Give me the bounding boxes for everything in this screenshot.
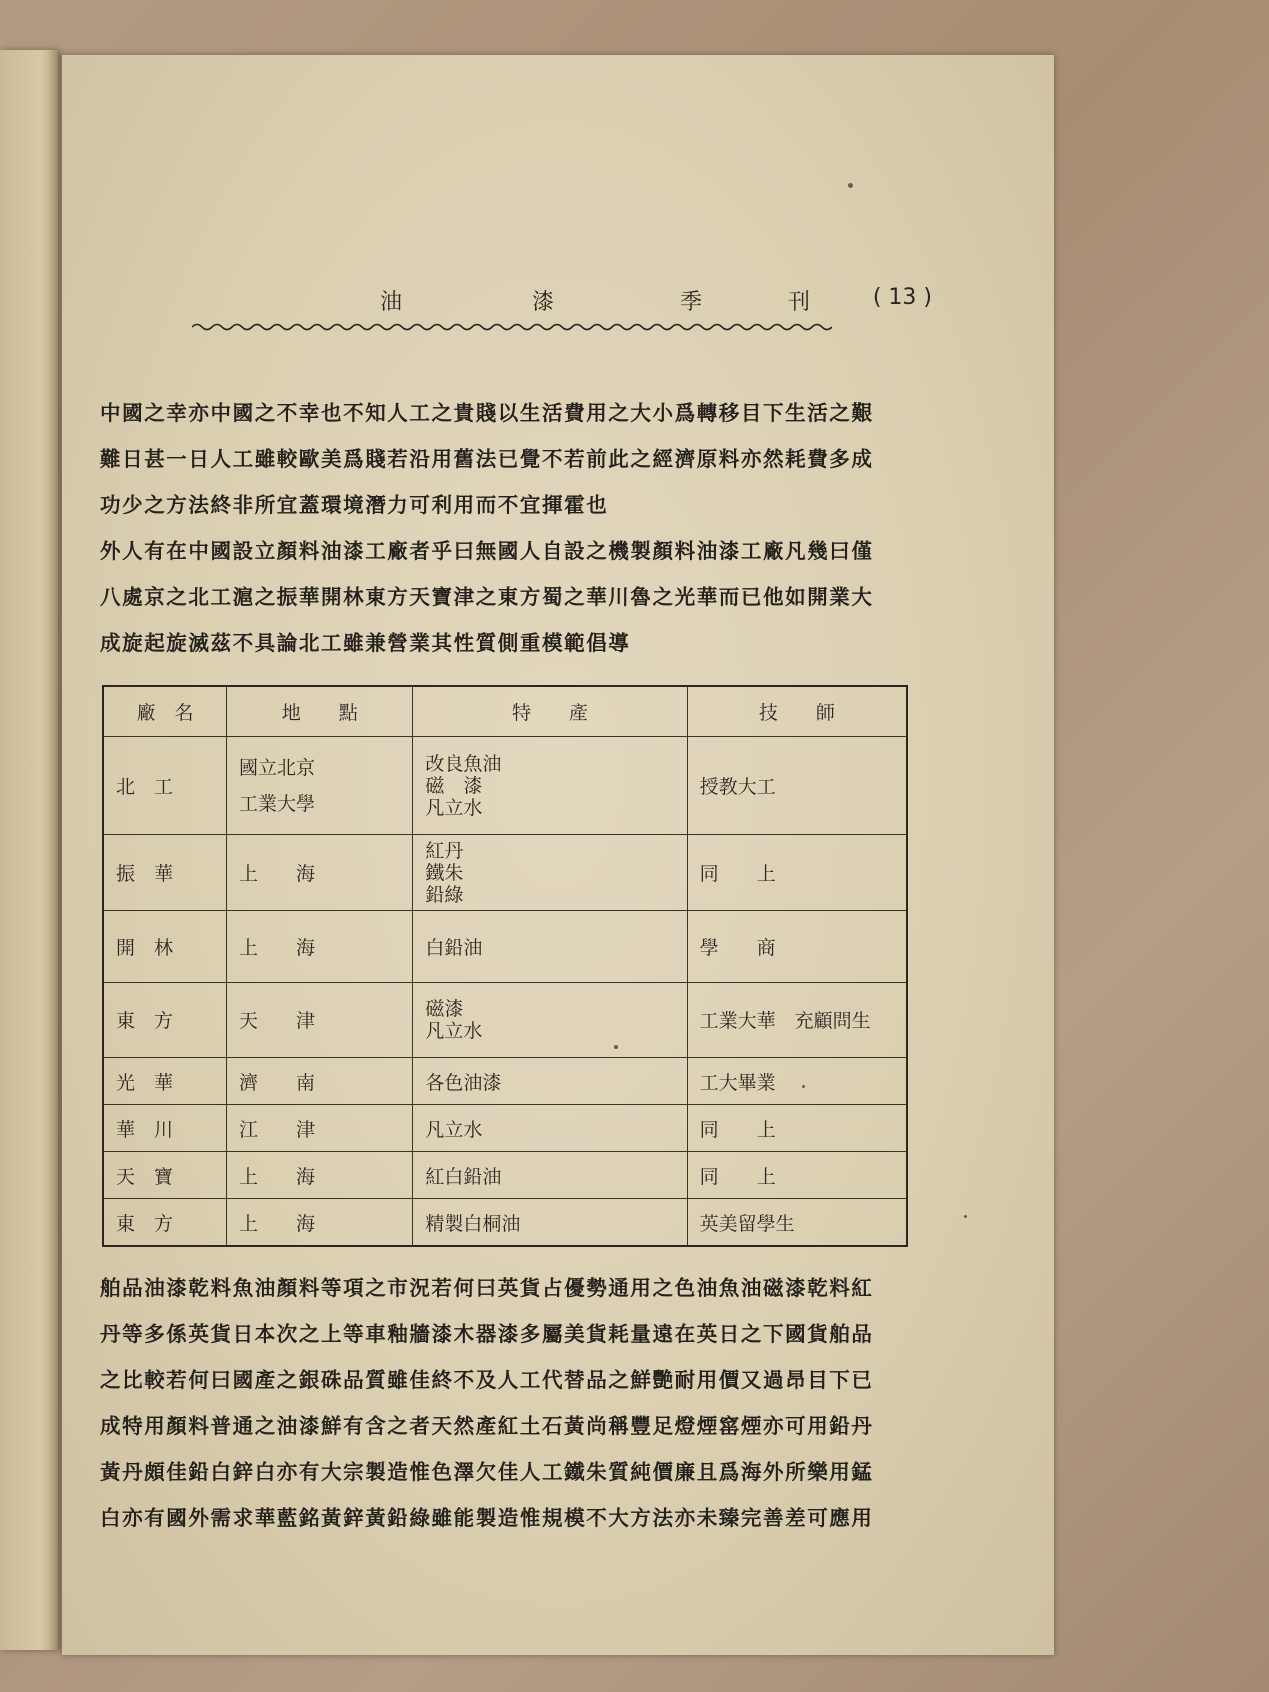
location-cell xyxy=(227,737,413,835)
location-cell: 上 海 xyxy=(227,1199,413,1246)
header-title-char: 漆 xyxy=(532,290,555,315)
table-row xyxy=(103,982,907,1058)
technician-cell: 英美留學生 xyxy=(687,1199,907,1246)
left-facing-page xyxy=(0,50,58,1650)
table-row xyxy=(103,737,907,835)
factory-name: 開 林 xyxy=(103,911,227,983)
technician-cell: 授教大工 xyxy=(687,737,907,835)
products-cell: 白鉛油 xyxy=(413,911,687,983)
technician-cell: 同 上 xyxy=(687,835,907,911)
text-line: 丹等多係英貨日本次之上等車釉牆漆木器漆多屬美貨耗量遠在英日之下國貨舶品 xyxy=(100,1322,874,1346)
factory-name: 東 方 xyxy=(103,1199,227,1246)
location-cell: 上 海 xyxy=(227,835,413,911)
running-header xyxy=(192,285,932,345)
factory-name: 光 華 xyxy=(103,1058,227,1105)
product-item: 鉛綠 xyxy=(425,883,464,906)
table-row xyxy=(103,1152,907,1199)
products-cell xyxy=(413,982,687,1058)
products-cell: 紅白鉛油 xyxy=(413,1152,687,1199)
factory-name: 北 工 xyxy=(103,737,227,835)
technician-cell: 工大畢業 xyxy=(687,1058,907,1105)
text-line: 難日甚一日人工雖較歐美爲賤若沿用舊法已覺不若前此之經濟原料亦然耗費多成 xyxy=(100,447,874,471)
table-row xyxy=(103,911,907,983)
product-item: 磁漆 xyxy=(425,997,464,1020)
wavy-rule xyxy=(192,321,832,333)
table-row xyxy=(103,835,907,911)
technician-cell: 同 上 xyxy=(687,1152,907,1199)
text-line: 中國之幸亦中國之不幸也不知人工之貴賤以生活費用之大小爲轉移目下生活之艱 xyxy=(100,401,874,425)
products-cell: 各色油漆 xyxy=(413,1058,687,1105)
products-cell: 凡立水 xyxy=(413,1105,687,1152)
products-cell xyxy=(413,835,687,911)
page-number: ( 13 ) xyxy=(872,285,932,310)
table-row xyxy=(103,1199,907,1246)
product-item: 凡立水 xyxy=(425,1019,483,1042)
product-item: 改良魚油 xyxy=(425,752,502,775)
product-item: 磁 漆 xyxy=(425,774,483,797)
paragraph-market xyxy=(100,1265,980,1541)
technician-cell: 同 上 xyxy=(687,1105,907,1152)
header-title-char: 油 xyxy=(380,290,403,315)
text-line: 成旋起旋滅茲不具論北工雖兼營業其性質側重模範倡導 xyxy=(100,631,631,655)
text-line: 成特用顏料普通之油漆鮮有含之者天然產紅土石黃尚稱豐足燈煙窰煙亦可用鉛丹 xyxy=(100,1414,874,1438)
text-line: 八處京之北工滬之振華開林東方天寶津之東方蜀之華川魯之光華而已他如開業大 xyxy=(100,585,874,609)
location-line: 工業大學 xyxy=(239,792,316,815)
factory-name: 東 方 xyxy=(103,982,227,1058)
text-line: 之比較若何曰國產之銀硃品質雖佳終不及人工代替品之鮮艷耐用價又過昂目下已 xyxy=(100,1368,874,1392)
header-title-char: 季 xyxy=(680,290,703,315)
location-cell: 濟 南 xyxy=(227,1058,413,1105)
technician-cell: 工業大華 充顧問生 xyxy=(687,982,907,1058)
text-line: 黃丹頗佳鉛白鋅白亦有大宗製造惟色澤欠佳人工鐵朱質純價廉且爲海外所樂用錳 xyxy=(100,1460,874,1484)
product-item: 凡立水 xyxy=(425,796,483,819)
factory-name: 天 寶 xyxy=(103,1152,227,1199)
column-header-location: 地 點 xyxy=(227,686,413,737)
header-title-char: 刊 xyxy=(788,290,811,315)
technician-cell: 學 商 xyxy=(687,911,907,983)
column-header-factory: 廠 名 xyxy=(103,686,227,737)
location-line: 國立北京 xyxy=(239,756,316,779)
factory-table xyxy=(102,685,908,1247)
location-cell: 天 津 xyxy=(227,982,413,1058)
location-cell: 江 津 xyxy=(227,1105,413,1152)
text-line: 功少之方法終非所宜蓋環境潛力可利用而不宜揮霍也 xyxy=(100,493,609,517)
journal-page xyxy=(62,55,1054,1655)
location-cell: 上 海 xyxy=(227,911,413,983)
products-cell xyxy=(413,737,687,835)
table-header-row xyxy=(103,686,907,737)
table-row xyxy=(103,1105,907,1152)
products-cell: 精製白桐油 xyxy=(413,1199,687,1246)
text-line: 舶品油漆乾料魚油顏料等項之市況若何曰英貨占優勢通用之色油魚油磁漆乾料紅 xyxy=(100,1276,874,1300)
factory-name: 振 華 xyxy=(103,835,227,911)
table-row xyxy=(103,1058,907,1105)
location-cell: 上 海 xyxy=(227,1152,413,1199)
column-header-products: 特 產 xyxy=(413,686,687,737)
text-line: 白亦有國外需求華藍銘黃鋅黃鉛綠雖能製造惟規模不大方法亦未臻完善差可應用 xyxy=(100,1506,874,1530)
product-item: 紅丹 xyxy=(425,839,464,862)
factory-name: 華 川 xyxy=(103,1105,227,1152)
text-line: 外人有在中國設立顏料油漆工廠者乎曰無國人自設之機製顏料油漆工廠凡幾曰僅 xyxy=(100,539,874,563)
product-item: 鐵朱 xyxy=(425,861,464,884)
column-header-technician: 技 師 xyxy=(687,686,907,737)
paragraph-intro xyxy=(100,390,980,666)
